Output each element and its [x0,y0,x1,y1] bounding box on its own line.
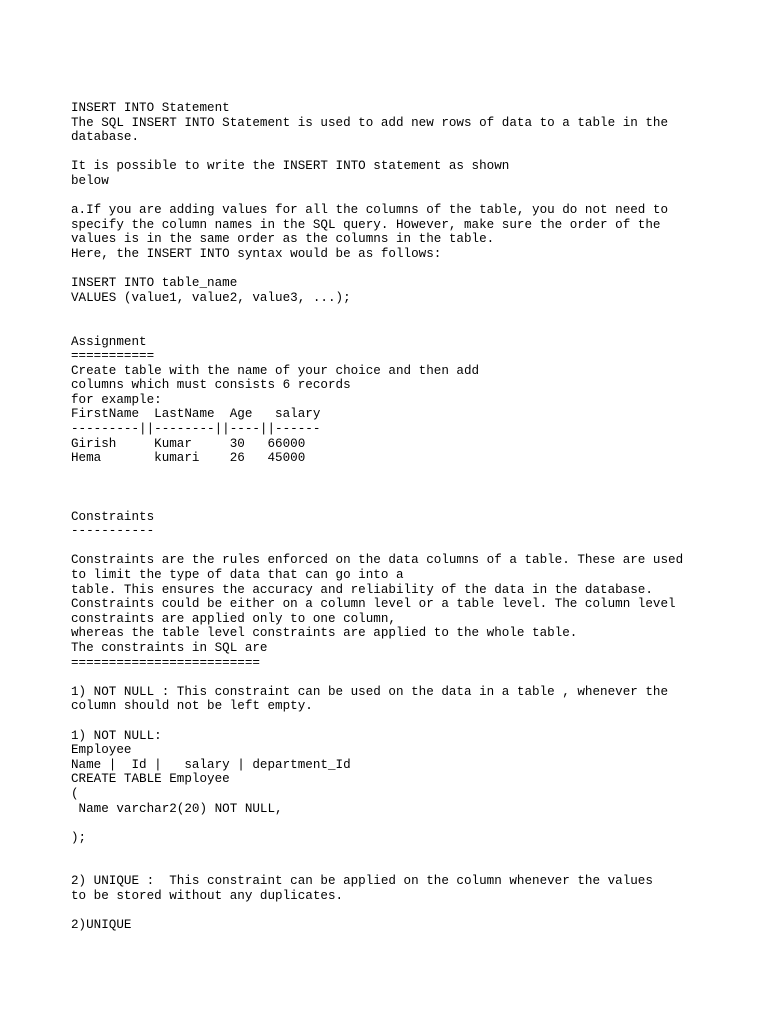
text-line: for example: [71,392,162,407]
text-line: =========== [71,349,155,364]
blank-line [71,495,751,510]
blank-line [71,670,751,685]
document-page [71,101,751,933]
text-line: columns which must consists 6 records [71,378,351,393]
text-line: table. This ensures the accuracy and reliability of the data in the database. [71,582,653,597]
blank-line [71,320,751,335]
text-line: ---------||--------||----||------ [71,422,321,437]
text-line: FirstName LastName Age salary [71,407,321,422]
text-line: VALUES (value1, value2, value3, ...); [71,290,351,305]
text-line: 1) NOT NULL: [71,728,162,743]
text-line: constraints are applied only to one column, [71,611,396,626]
text-line: Constraints [71,509,155,524]
text-line: 1) NOT NULL : This constraint can be used on the data in a table , whenever the [71,684,669,699]
text-line: CREATE TABLE Employee [71,772,230,787]
text-line: Constraints could be either on a column level or a table level. The column level [71,597,676,612]
text-line: 2) UNIQUE : This constraint can be applied on the column whenever the values [71,874,653,889]
text-line: Create table with the name of your choice and then add [71,363,480,378]
text-line: ( [71,786,79,801]
text-line: column should not be left empty. [71,699,313,714]
text-line: below [71,173,109,188]
text-line: ); [71,830,87,845]
text-line: Girish Kumar 30 66000 [71,436,306,451]
text-line: values is in the same order as the columns in the table. [71,232,495,247]
blank-line [71,466,751,481]
text-line: Constraints are the rules enforced on the data columns of a table. These are used [71,553,684,568]
blank-line [71,480,751,495]
text-line: The SQL INSERT INTO Statement is used to add new rows of data to a table in the [71,115,669,130]
blank-line [71,189,751,204]
text-line: Name varchar2(20) NOT NULL, [71,801,283,816]
text-line: Hema kumari 26 45000 [71,451,306,466]
text-line: INSERT INTO table_name [71,276,238,291]
blank-line [71,539,751,554]
text-line: a.If you are adding values for all the columns of the table, you do not need to [71,203,669,218]
text-line: Here, the INSERT INTO syntax would be as follows: [71,246,442,261]
text-line: Name | Id | salary | department_Id [71,757,351,772]
blank-line [71,816,751,831]
text-line: Employee [71,743,132,758]
text-line: ========================= [71,655,260,670]
text-line: It is possible to write the INSERT INTO statement as shown [71,159,510,174]
text-line: Assignment [71,334,147,349]
blank-line [71,860,751,875]
text-line: INSERT INTO Statement [71,101,230,115]
blank-line [71,262,751,277]
blank-line [71,305,751,320]
text-line: ----------- [71,524,155,539]
text-line: The constraints in SQL are [71,640,268,655]
text-line: to limit the type of data that can go into a [71,568,404,582]
blank-line [71,845,751,860]
text-line: 2)UNIQUE [71,918,132,933]
text-line: to be stored without any duplicates. [71,889,344,904]
blank-line [71,145,751,160]
blank-line [71,904,751,919]
blank-line [71,714,751,729]
text-line: specify the column names in the SQL query. However, make sure the order of the [71,217,661,232]
text-line: whereas the table level constraints are applied to the whole table. [71,626,578,641]
text-line: database. [71,130,140,145]
